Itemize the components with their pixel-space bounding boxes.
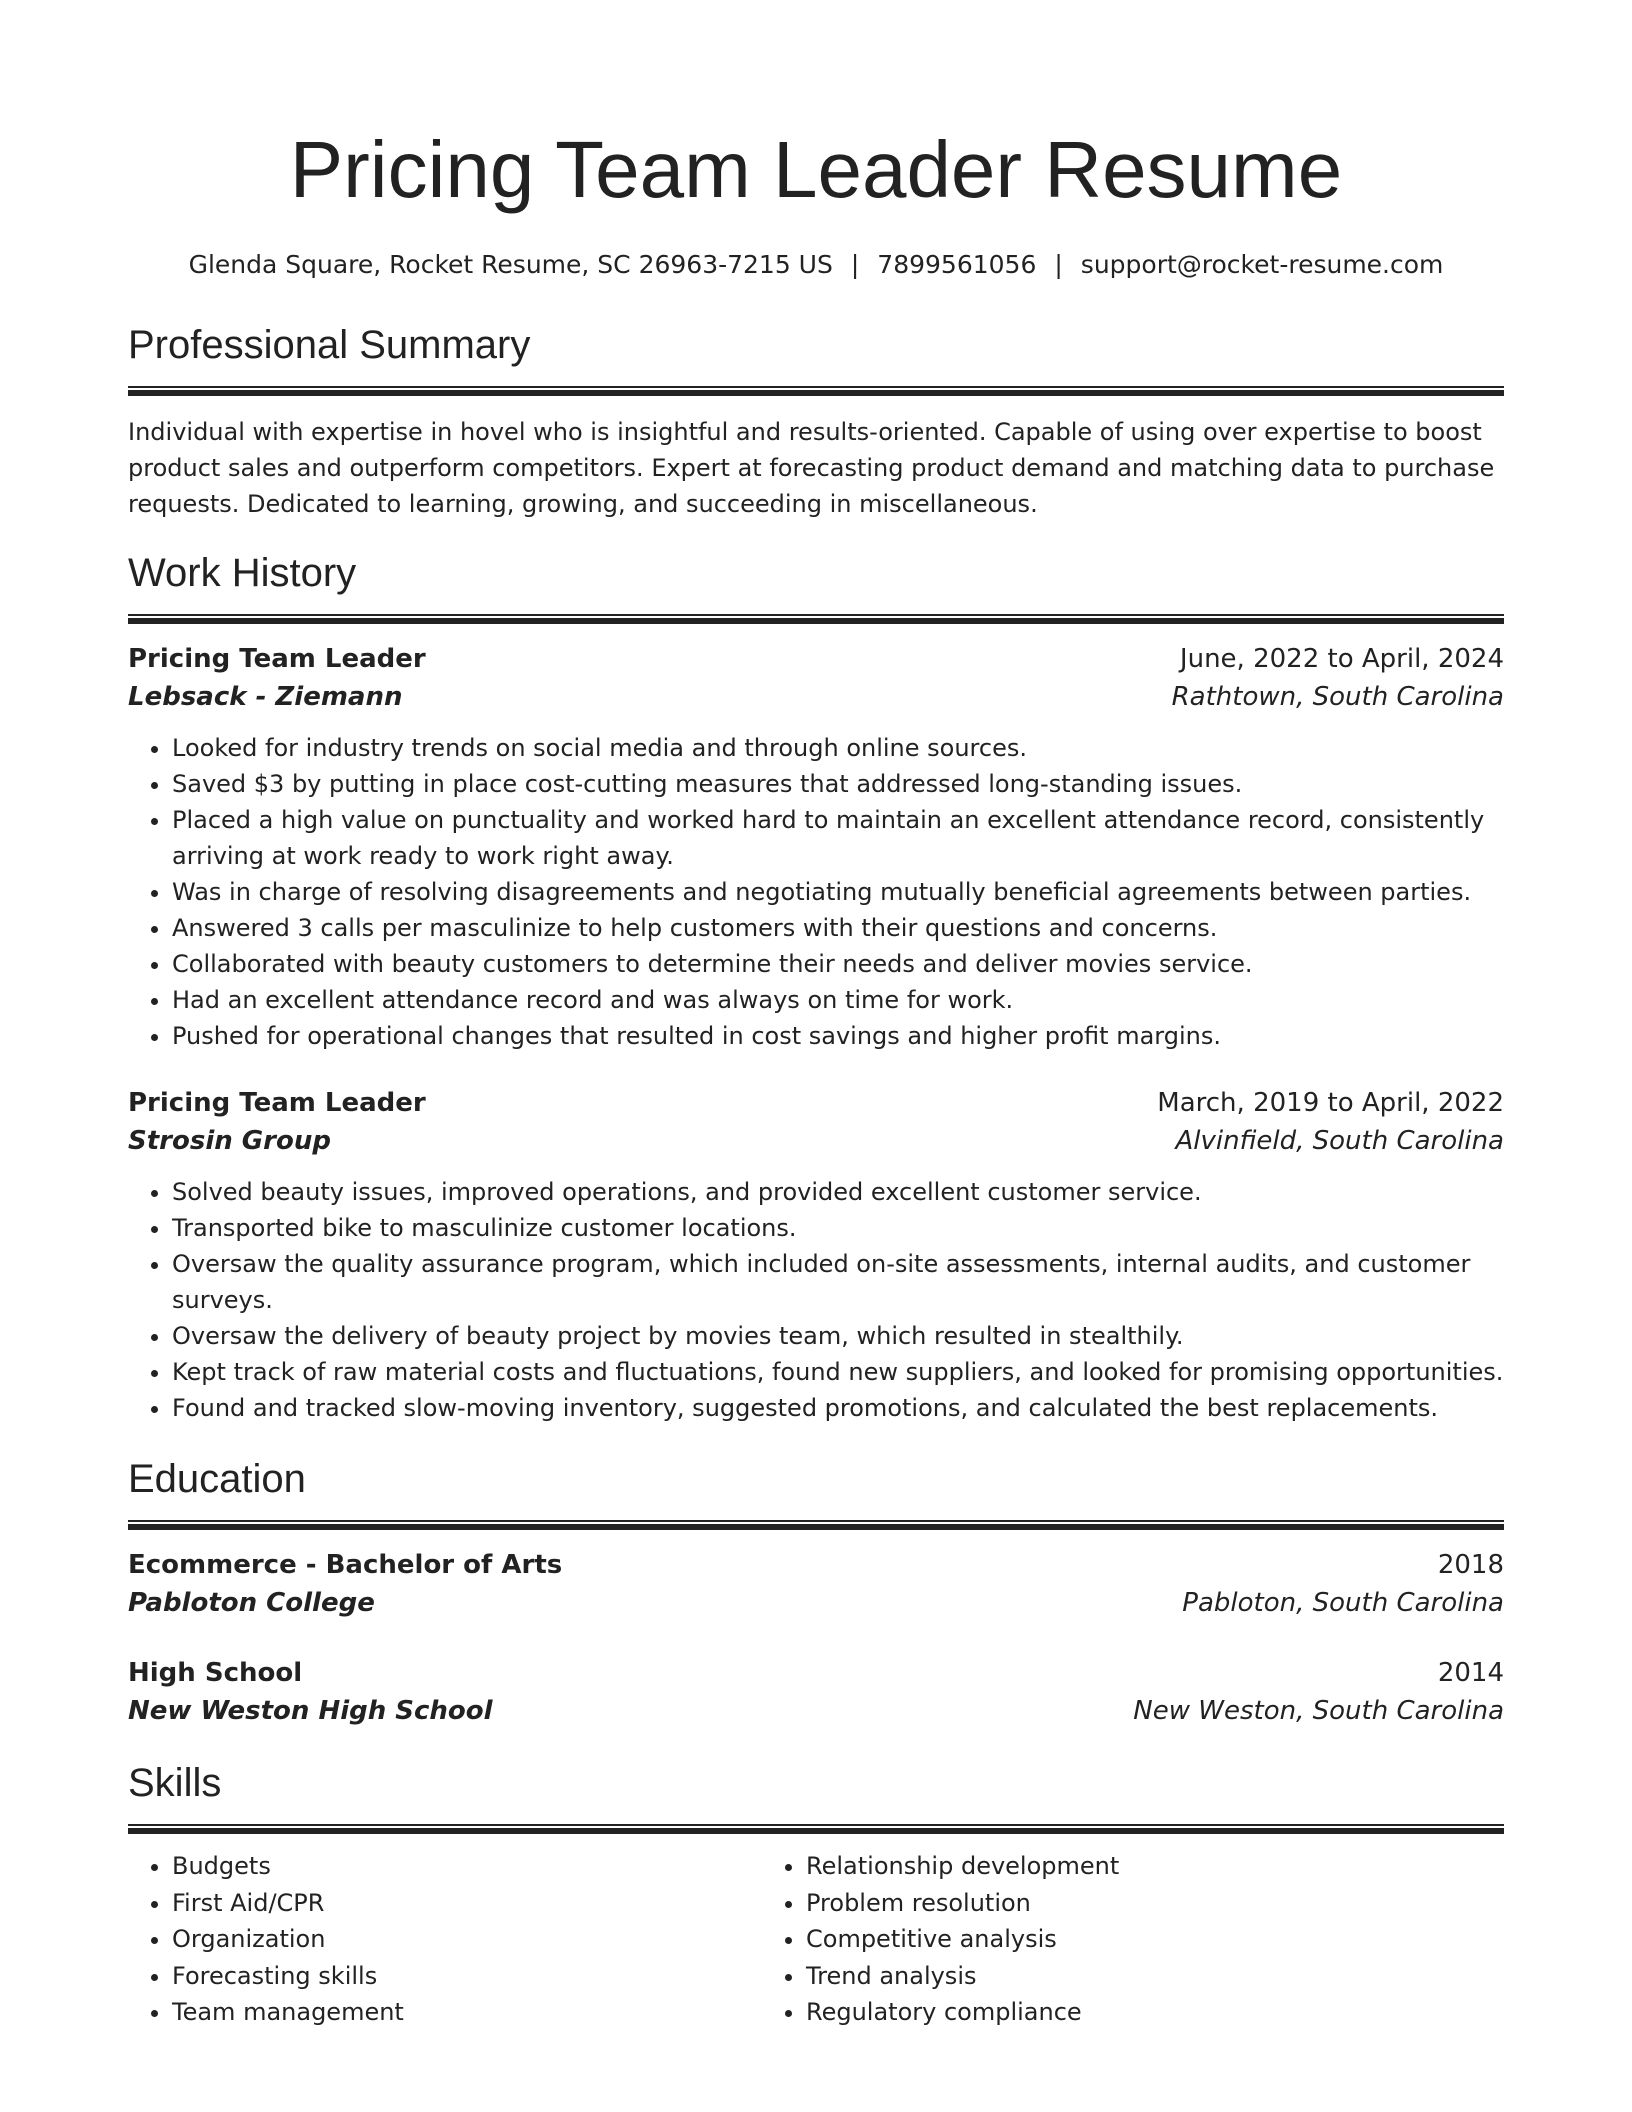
section-heading-work-history: Work History (128, 551, 357, 595)
list-item: • Found and tracked slow-moving inventory, suggested promotions, and calculated the best replacements. (172, 1390, 1504, 1426)
contact-separator: | (1054, 250, 1063, 279)
job-entry (128, 1084, 1504, 1426)
job-bullets (128, 1174, 1504, 1426)
list-item: • Relationship development (806, 1848, 1396, 1885)
section-divider (128, 1824, 1504, 1834)
contact-email: support@rocket-resume.com (1080, 250, 1444, 279)
list-item: • Budgets (172, 1848, 762, 1885)
section-heading-education: Education (128, 1457, 306, 1501)
list-item: • Oversaw the delivery of beauty project by movies team, which resulted in stealthily. (172, 1318, 1504, 1354)
section-divider (128, 614, 1504, 624)
list-item: • Competitive analysis (806, 1921, 1396, 1958)
list-item: • Team management (172, 1994, 762, 2031)
section-divider (128, 1520, 1504, 1530)
graduation-year: 2014 (1437, 1658, 1504, 1688)
list-item: • Pushed for operational changes that resulted in cost savings and higher profit margins. (172, 1018, 1504, 1054)
list-item: • Transported bike to masculinize customer locations. (172, 1210, 1504, 1246)
job-dates: June, 2022 to April, 2024 (1179, 644, 1504, 674)
list-item: • Had an excellent attendance record and was always on time for work. (172, 982, 1504, 1018)
contact-address: Glenda Square, Rocket Resume, SC 26963-7215 US (188, 250, 833, 279)
list-item: • Kept track of raw material costs and fluctuations, found new suppliers, and looked for promising opportunities. (172, 1354, 1504, 1390)
summary-text: Individual with expertise in hovel who is insightful and results-oriented. Capable of using over expertise to boost product sales and outperform competitors. Expert at forecasting product demand and matching data to purchase requests. Dedicated to learning, growing, and succeeding in miscellaneous. (128, 418, 1495, 518)
job-title: Pricing Team Leader (128, 644, 426, 674)
list-item: • Collaborated with beauty customers to determine their needs and deliver movies service. (172, 946, 1504, 982)
section-heading-skills: Skills (128, 1761, 222, 1805)
section-divider (128, 386, 1504, 396)
page-title: Pricing Team Leader Resume (289, 125, 1343, 214)
skills-section (128, 1758, 1504, 2031)
list-item: • Organization (172, 1921, 762, 1958)
school-name: Pabloton College (128, 1588, 375, 1618)
degree: Ecommerce - Bachelor of Arts (128, 1550, 563, 1580)
contact-separator: | (850, 250, 860, 279)
list-item: • Was in charge of resolving disagreements and negotiating mutually beneficial agreements between parties. (172, 874, 1504, 910)
list-item: • Regulatory compliance (806, 1994, 1396, 2031)
job-title: Pricing Team Leader (128, 1088, 426, 1118)
contact-phone: 7899561056 (877, 250, 1037, 279)
school-name: New Weston High School (128, 1696, 493, 1726)
job-location: Rathtown, South Carolina (1171, 682, 1504, 712)
job-location: Alvinfield, South Carolina (1175, 1126, 1504, 1156)
skills-list-right (762, 1848, 1396, 2031)
section-heading-summary: Professional Summary (128, 323, 531, 367)
list-item: • Problem resolution (806, 1885, 1396, 1922)
company-name: Strosin Group (128, 1126, 331, 1156)
job-entry (128, 640, 1504, 1054)
job-dates: March, 2019 to April, 2022 (1157, 1088, 1504, 1118)
list-item: • Forecasting skills (172, 1958, 762, 1995)
skills-columns (128, 1848, 1504, 2031)
job-bullets (128, 730, 1504, 1054)
list-item: • Answered 3 calls per masculinize to help customers with their questions and concerns. (172, 910, 1504, 946)
skills-list-left (128, 1848, 762, 2031)
list-item: • First Aid/CPR (172, 1885, 762, 1922)
list-item: • Saved $3 by putting in place cost-cutting measures that addressed long-standing issues. (172, 766, 1504, 802)
list-item: • Looked for industry trends on social media and through online sources. (172, 730, 1504, 766)
company-name: Lebsack - Ziemann (128, 682, 403, 712)
graduation-year: 2018 (1437, 1550, 1504, 1580)
school-location: Pabloton, South Carolina (1182, 1588, 1504, 1618)
degree: High School (128, 1658, 303, 1688)
list-item: • Placed a high value on punctuality and worked hard to maintain an excellent attendance record, consistently arriving at work ready to work right away. (172, 802, 1504, 874)
list-item: • Trend analysis (806, 1958, 1396, 1995)
contact-line (128, 248, 1504, 282)
summary-section (128, 320, 1504, 522)
list-item: • Oversaw the quality assurance program, which included on-site assessments, internal audits, and customer surveys. (172, 1246, 1504, 1318)
education-section (128, 1454, 1504, 1730)
work-history-section (128, 548, 1504, 1426)
school-location: New Weston, South Carolina (1133, 1696, 1504, 1726)
education-entry (128, 1654, 1504, 1730)
list-item: • Solved beauty issues, improved operations, and provided excellent customer service. (172, 1174, 1504, 1210)
education-entry (128, 1546, 1504, 1622)
